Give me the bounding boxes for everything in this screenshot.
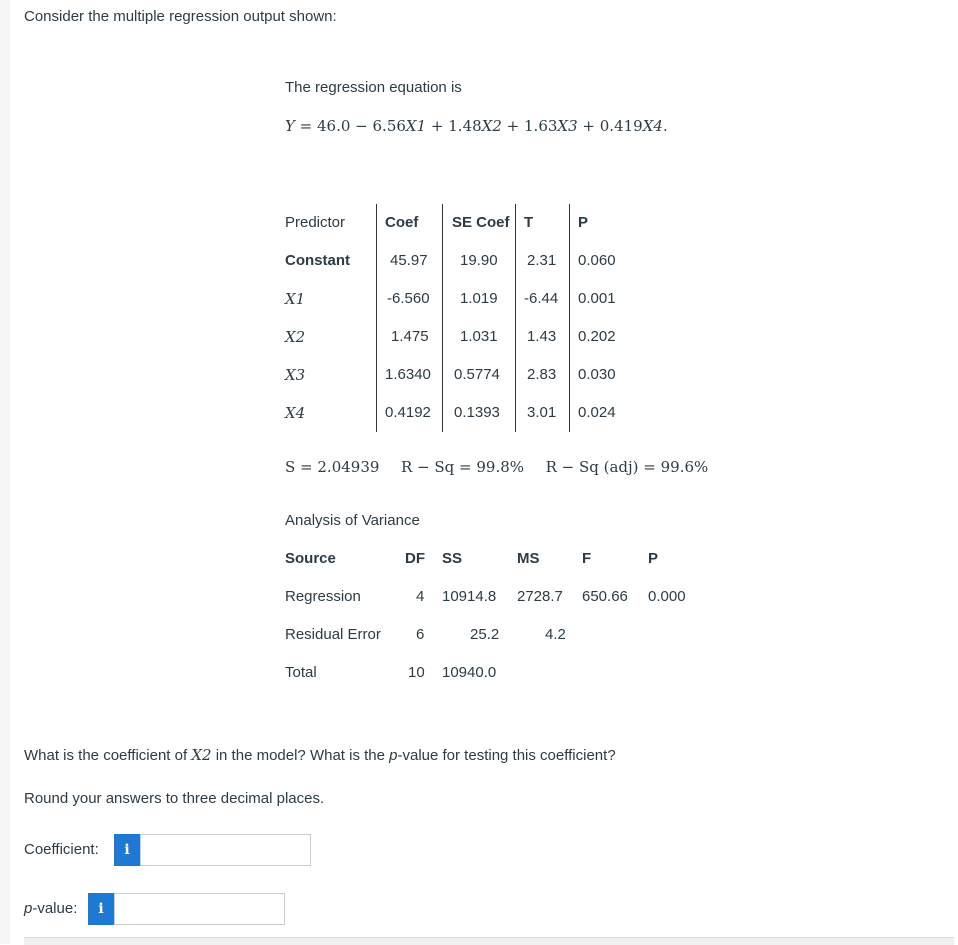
- anova-f: 650.66: [582, 588, 628, 605]
- r-squared: R − Sq = 99.8%: [400, 458, 525, 476]
- t-value: 2.31: [527, 252, 557, 269]
- header-p: P: [578, 214, 589, 231]
- anova-header-df: DF: [405, 550, 425, 567]
- eq-end: .: [662, 117, 668, 135]
- eq-x1: X1: [405, 117, 427, 135]
- coef-value: 1.475: [391, 328, 429, 345]
- question-text: [24, 746, 616, 764]
- s-statistic: S = 2.04939: [285, 458, 380, 476]
- t-value: -6.44: [524, 290, 559, 307]
- table-divider: [515, 204, 516, 432]
- se-value: 0.1393: [454, 404, 500, 421]
- anova-ss: 10914.8: [442, 588, 497, 605]
- predictor-x1: X1: [285, 290, 306, 308]
- eq-x2: X2: [481, 117, 502, 135]
- se-value: 0.5774: [454, 366, 500, 383]
- anova-source: Total: [285, 664, 317, 681]
- info-glyph: i: [124, 842, 130, 858]
- eq-x3: X3: [557, 117, 578, 135]
- header-se-coef: SE Coef: [452, 214, 510, 231]
- t-value: 1.43: [527, 328, 557, 345]
- eq-part3: + 1.63: [501, 117, 558, 135]
- model-summary: [285, 458, 708, 476]
- pvalue-label-rest: -value:: [32, 900, 78, 917]
- p-value: 0.001: [578, 290, 616, 307]
- anova-header-source: Source: [285, 550, 336, 567]
- table-divider: [569, 204, 570, 432]
- se-value: 19.90: [460, 252, 498, 269]
- p-value: 0.202: [578, 328, 616, 345]
- r-squared-adj: R − Sq (adj) = 99.6%: [545, 458, 709, 476]
- predictor-constant: Constant: [285, 252, 350, 269]
- intro-text: Consider the multiple regression output shown:: [24, 8, 337, 25]
- header-t: T: [524, 214, 534, 231]
- equation-label: The regression equation is: [285, 79, 462, 96]
- se-value: 1.019: [460, 290, 498, 307]
- eq-x4: X4: [642, 117, 663, 135]
- anova-header-p: P: [648, 550, 659, 567]
- anova-ms: 4.2: [545, 626, 566, 643]
- anova-ss: 10940.0: [442, 664, 497, 681]
- predictor-x4: X4: [285, 404, 306, 422]
- coef-value: -6.560: [387, 290, 430, 307]
- anova-source: Regression: [285, 588, 361, 605]
- eq-part1: = 46.0 − 6.56: [294, 117, 406, 135]
- pvalue-input[interactable]: [114, 893, 285, 925]
- coef-value: 45.97: [390, 252, 428, 269]
- p-value: 0.024: [578, 404, 616, 421]
- anova-ss: 25.2: [470, 626, 500, 643]
- pvalue-label-p: p: [24, 900, 33, 917]
- anova-header-ss: SS: [442, 550, 463, 567]
- question-part: What is the coefficient of: [24, 747, 192, 764]
- header-predictor: Predictor: [285, 214, 346, 231]
- question-part: -value for testing this coefficient?: [397, 747, 616, 764]
- coefficient-input[interactable]: [140, 834, 311, 866]
- header-coef: Coef: [385, 214, 419, 231]
- p-value: 0.060: [578, 252, 616, 269]
- anova-df: 4: [416, 588, 425, 605]
- anova-source: Residual Error: [285, 626, 381, 643]
- p-value: 0.030: [578, 366, 616, 383]
- anova-df: 10: [408, 664, 425, 681]
- eq-y: Y: [285, 117, 295, 135]
- coefficient-label: Coefficient:: [24, 841, 99, 858]
- t-value: 3.01: [527, 404, 557, 421]
- table-divider: [376, 204, 377, 432]
- anova-title: Analysis of Variance: [285, 512, 420, 529]
- coef-value: 1.6340: [385, 366, 431, 383]
- regression-equation: [285, 117, 668, 135]
- anova-header-f: F: [582, 550, 592, 567]
- anova-ms: 2728.7: [517, 588, 563, 605]
- pvalue-label: [24, 900, 77, 917]
- left-gutter: [0, 0, 10, 944]
- info-icon[interactable]: [88, 893, 114, 925]
- predictor-x3: X3: [285, 366, 306, 384]
- question-variable: X2: [191, 746, 212, 764]
- t-value: 2.83: [527, 366, 557, 383]
- instruction-text: Round your answers to three decimal places.: [24, 790, 325, 807]
- question-part: in the model? What is the: [211, 747, 390, 764]
- table-divider: [442, 204, 443, 432]
- info-glyph: i: [98, 901, 104, 917]
- se-value: 1.031: [460, 328, 498, 345]
- predictor-x2: X2: [285, 328, 306, 346]
- anova-p: 0.000: [648, 588, 686, 605]
- question-p: p: [389, 747, 398, 764]
- anova-df: 6: [416, 626, 425, 643]
- eq-part4: + 0.419: [577, 117, 643, 135]
- anova-header-ms: MS: [517, 550, 540, 567]
- info-icon[interactable]: [114, 834, 140, 866]
- coef-value: 0.4192: [385, 404, 431, 421]
- eq-part2: + 1.48: [426, 117, 482, 135]
